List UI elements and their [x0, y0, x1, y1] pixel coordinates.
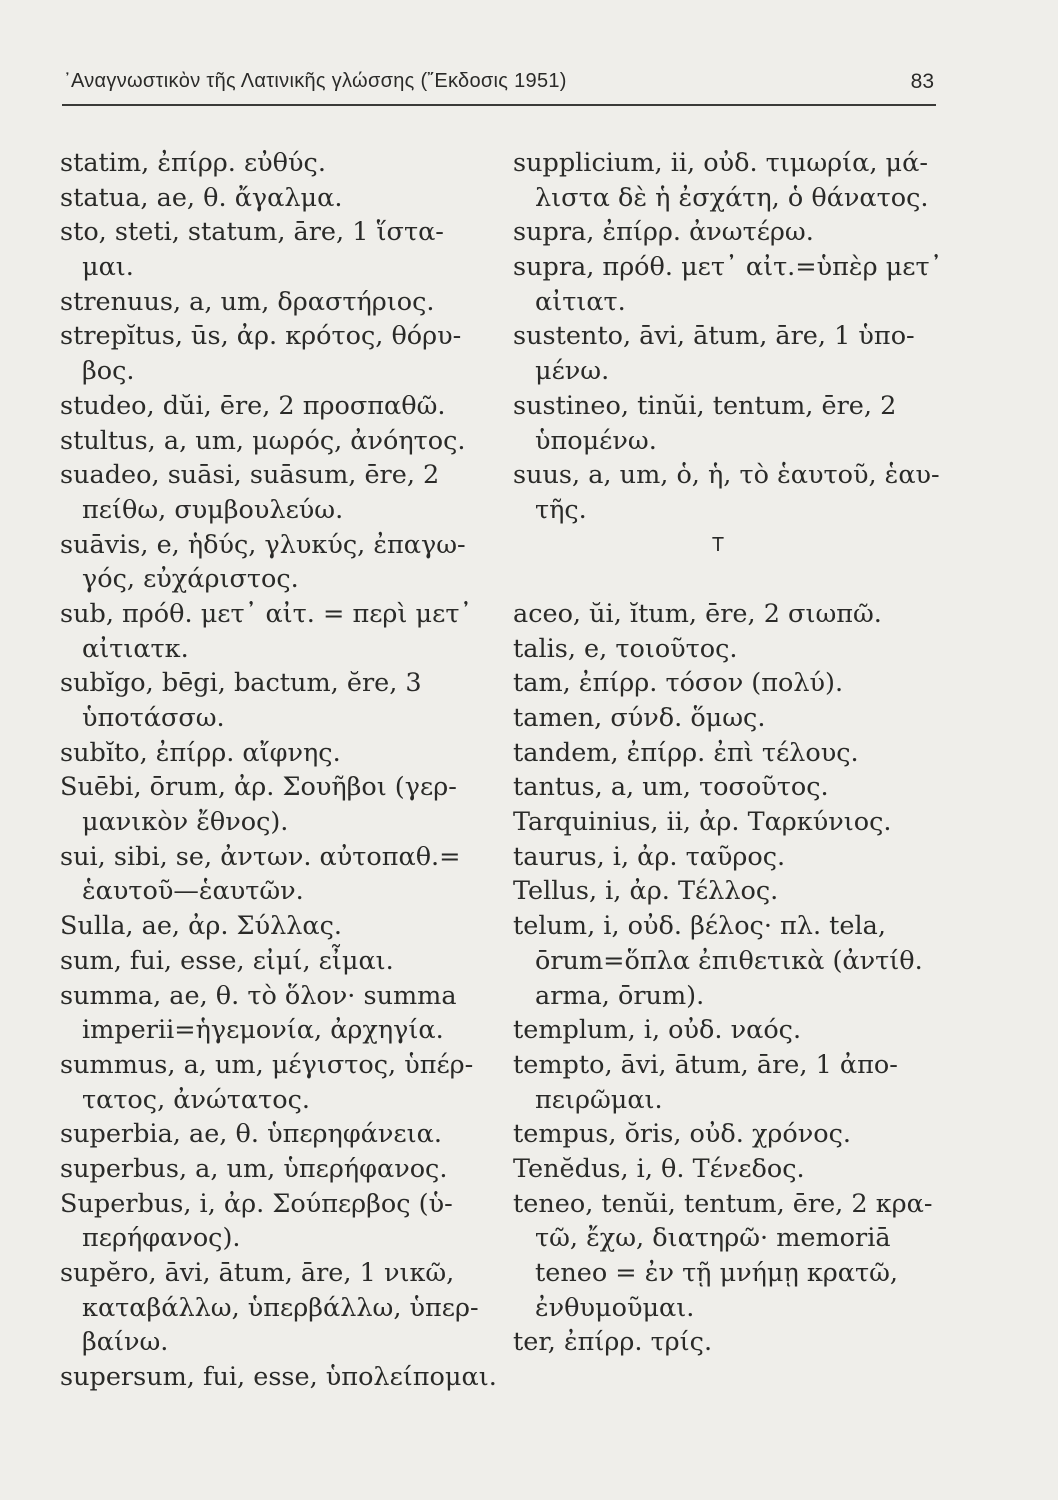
dictionary-entry-line: ter, ἐπίρρ. τρίς.	[513, 1327, 713, 1358]
entry-continuation-line: arma, ōrum).	[535, 980, 705, 1011]
dictionary-entry-line: superbia, ae, θ. ὑπερηφάνεια.	[60, 1119, 442, 1150]
entry-continuation-line: λιστα δὲ ἡ ἐσχάτη, ὁ θάνατος.	[535, 182, 929, 213]
entry-continuation-line: αἰτιατ.	[535, 286, 626, 317]
section-letter: T	[711, 533, 725, 556]
dictionary-entry-line: suus, a, um, ὁ, ἡ, τὸ ἑαυτοῦ, ἑαυ-	[513, 460, 940, 491]
dictionary-entry-line: strepĭtus, ūs, ἀρ. κρότος, θόρυ-	[60, 321, 462, 352]
dictionary-entry-line: supra, ἐπίρρ. ἀνωτέρω.	[513, 217, 814, 248]
dictionary-entry-line: subĭgo, bēgi, bactum, ĕre, 3	[60, 668, 422, 699]
dictionary-entry-line: supplicium, ii, οὐδ. τιμωρία, μά-	[513, 148, 928, 178]
dictionary-entry-line: sustento, āvi, ātum, āre, 1 ὑπο-	[513, 321, 915, 352]
right-column	[513, 146, 943, 1360]
entry-continuation-line: ὑποτάσσω.	[82, 703, 225, 733]
entry-continuation-line: καταβάλλω, ὑπερβάλλω, ὑπερ-	[82, 1292, 479, 1323]
dictionary-entry-line: strenuus, a, um, δραστήριος.	[60, 286, 435, 317]
dictionary-entry-line: tantus, a, um, τοσοῦτος.	[513, 772, 829, 803]
entry-continuation-line: τῆς.	[535, 494, 587, 525]
dictionary-entry-line: sustineo, tinŭi, tentum, ēre, 2	[513, 390, 897, 421]
dictionary-entry-line: summus, a, um, μέγιστος, ὑπέρ-	[60, 1049, 474, 1080]
dictionary-entry-line: tempus, ŏris, οὐδ. χρόνος.	[513, 1119, 852, 1150]
dictionary-entry-line: Tenĕdus, i, θ. Τένεδος.	[513, 1153, 805, 1184]
dictionary-entry-line: studeo, dŭi, ēre, 2 προσπαθῶ.	[60, 390, 446, 421]
running-title: ᾽Αναγνωστικὸν τῆς Λατινικῆς γλώσσης (῎Εκδοσις 1951)	[64, 70, 567, 92]
dictionary-entry-line: sub, πρόθ. μετ᾽ αἰτ. = περὶ μετ᾽	[60, 598, 473, 629]
entry-continuation-line: teneo = ἐν τῇ μνήμῃ κρατῶ,	[535, 1258, 899, 1288]
dictionary-entry-line: sui, sibi, se, ἀντων. αὐτοπαθ.=	[60, 841, 461, 872]
entry-continuation-line: τατος, ἀνώτατος.	[82, 1084, 310, 1115]
dictionary-entry-line: superbus, a, um, ὑπερήφανος.	[60, 1153, 448, 1184]
entry-continuation-line: βος.	[82, 356, 135, 387]
entry-continuation-line: περήφανος).	[82, 1223, 241, 1254]
entry-continuation-line: ἑαυτοῦ—ἑαυτῶν.	[82, 876, 304, 907]
dictionary-entry-line: taurus, i, ἀρ. ταῦρος.	[513, 841, 786, 872]
dictionary-entry-line: telum, i, οὐδ. βέλος· πλ. tela,	[513, 911, 886, 942]
line-spacer	[513, 562, 943, 597]
dictionary-entry-line: Sulla, ae, ἀρ. Σύλλας.	[60, 911, 343, 942]
dictionary-entry-line: teneo, tenŭi, tentum, ēre, 2 κρα-	[513, 1188, 933, 1219]
dictionary-entry-line: summa, ae, θ. τὸ ὅλον· summa	[60, 980, 457, 1011]
dictionary-entry-line: subĭto, ἐπίρρ. αἴφνης.	[60, 737, 341, 768]
dictionary-entry-line: tam, ἐπίρρ. τόσον (πολύ).	[513, 668, 844, 699]
entry-continuation-line: τῶ, ἔχω, διατηρῶ· memoriā	[535, 1223, 891, 1254]
entry-continuation-line: πειρῶμαι.	[535, 1084, 663, 1115]
dictionary-entry-line: Suēbi, ōrum, ἀρ. Σουῆβοι (γερ-	[60, 772, 457, 803]
entry-continuation-line: πείθω, συμβουλεύω.	[82, 494, 344, 525]
dictionary-entry-line: supersum, fui, esse, ὑπολείπομαι.	[60, 1362, 497, 1393]
dictionary-entry-line: aceo, ŭi, ĭtum, ēre, 2 σιωπῶ.	[513, 598, 882, 629]
dictionary-entry-line: sum, fui, esse, εἰμί, εἶμαι.	[60, 945, 394, 976]
dictionary-entry-line: suadeo, suāsi, suāsum, ēre, 2	[60, 460, 440, 491]
dictionary-entry-line: stultus, a, um, μωρός, ἀνόητος.	[60, 425, 466, 456]
dictionary-entry-line: supra, πρόθ. μετ᾽ αἰτ.=ὑπὲρ μετ᾽	[513, 252, 943, 283]
entry-continuation-line: ὑπομένω.	[535, 425, 657, 456]
entry-continuation-line: γός, εὐχάριστος.	[82, 564, 299, 595]
dictionary-entry-line: sto, steti, statum, āre, 1 ἵστα-	[60, 217, 444, 248]
entry-continuation-line: αἰτιατκ.	[82, 633, 189, 664]
dictionary-entry-line: Tellus, i, ἀρ. Τέλλος.	[513, 876, 779, 907]
entry-continuation-line: ἐνθυμοῦμαι.	[535, 1292, 695, 1323]
dictionary-entry-line: tempto, āvi, ātum, āre, 1 ἀπο-	[513, 1049, 898, 1080]
dictionary-entry-line: talis, e, τοιοῦτος.	[513, 633, 738, 664]
dictionary-entry-line: statua, ae, θ. ἄγαλμα.	[60, 182, 343, 213]
dictionary-entry-line: tandem, ἐπίρρ. ἐπὶ τέλους.	[513, 737, 859, 768]
entry-continuation-line: μένω.	[535, 356, 610, 387]
page-number: 83	[910, 70, 934, 93]
dictionary-entry-line: tamen, σύνδ. ὅμως.	[513, 703, 766, 733]
dictionary-entry-line: Superbus, i, ἀρ. Σούπερβος (ὑ-	[60, 1188, 453, 1219]
entry-continuation-line: ōrum=ὅπλα ἐπιθετικὰ (ἀντίθ.	[535, 945, 923, 976]
dictionary-entry-line: statim, ἐπίρρ. εὐθύς.	[60, 148, 326, 178]
dictionary-entry-line: templum, i, οὐδ. ναός.	[513, 1015, 802, 1046]
dictionary-entry-line: suāvis, e, ἡδύς, γλυκύς, ἐπαγω-	[60, 529, 466, 560]
entry-continuation-line: imperii=ἡγεμονία, ἀρχηγία.	[82, 1015, 444, 1046]
dictionary-entry-line: Tarquinius, ii, ἀρ. Ταρκύνιος.	[513, 807, 892, 838]
entry-continuation-line: μαι.	[82, 252, 134, 283]
left-column	[60, 146, 497, 1395]
running-header	[62, 68, 936, 106]
dictionary-entry-line: supĕro, āvi, ātum, āre, 1 νικῶ,	[60, 1258, 455, 1288]
entry-continuation-line: μανικὸν ἔθνος).	[82, 807, 289, 838]
entry-continuation-line: βαίνω.	[82, 1327, 169, 1358]
